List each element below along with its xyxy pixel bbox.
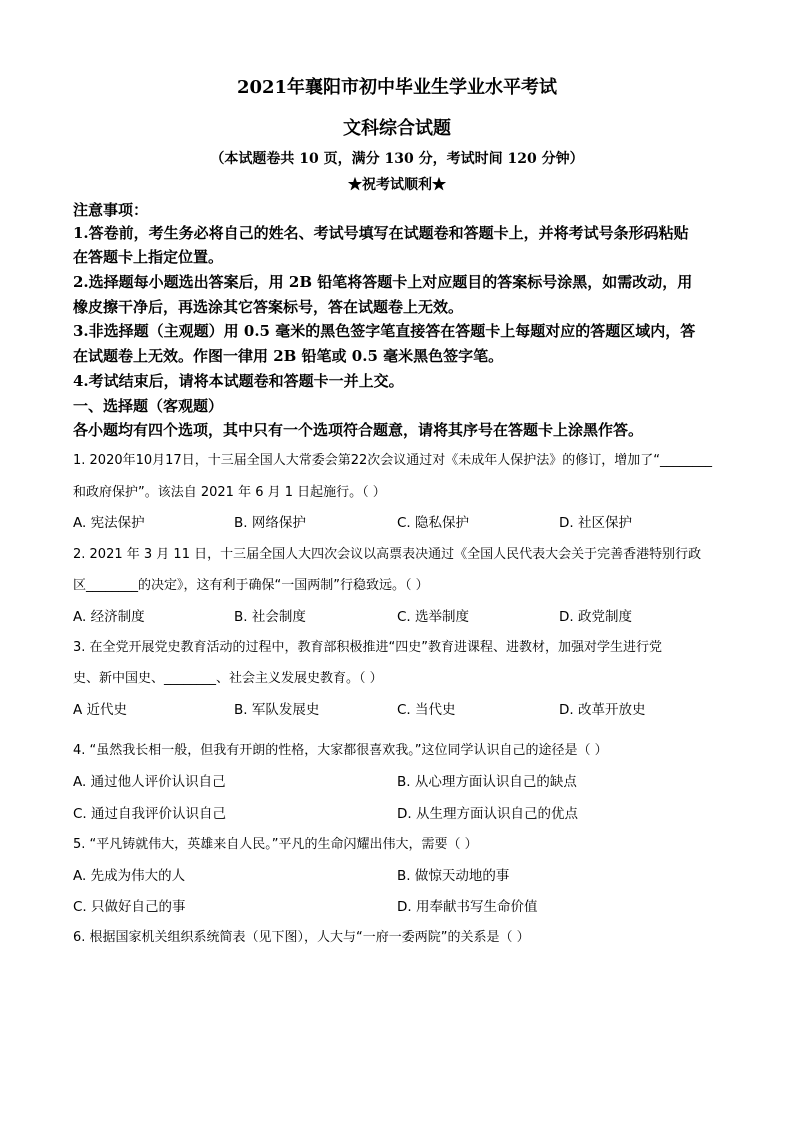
question-4-option-a: A. 通过他人评价认识自己 [73,774,226,790]
question-1-option-b: B. 网络保护 [234,515,306,531]
notice-line: 在试题卷上无效。作图一律用 2B 铅笔或 0.5 毫米黑色签字笔。 [73,347,504,365]
question-2-option-b: B. 社会制度 [234,609,306,625]
question-2-option-c: C. 选举制度 [397,609,470,625]
question-3-line-2: 史、新中国史、________、社会主义发展史教育。（ ） [73,671,383,686]
question-1-option-a: A. 宪法保护 [73,515,145,531]
question-5-option-a: A. 先成为伟大的人 [73,868,186,884]
question-1-option-c: C. 隐私保护 [397,515,470,531]
question-5-option-d: D. 用奉献书写生命价值 [397,899,538,915]
question-1-option-d: D. 社区保护 [559,515,632,531]
question-2-line-1: 2. 2021 年 3 月 11 日，十三届全国人大四次会议以高票表决通过《全国人民代表大会关于完善香港特别行政 [73,547,702,562]
notice-line: 在答题卡上指定位置。 [73,248,224,266]
notice-line: 3.非选择题（主观题）用 0.5 毫米的黑色签字笔直接答在答题卡上每题对应的答题区域内，答 [73,322,696,340]
question-3-option-b: B. 军队发展史 [234,702,320,718]
exam-title: 2021年襄阳市初中毕业生学业水平考试 [236,77,558,98]
section-title: 一、选择题（客观题） [73,397,224,415]
question-5-option-c: C. 只做好自己的事 [73,899,186,915]
notice-line: 2.选择题每小题选出答案后，用 2B 铅笔将答题卡上对应题目的答案标号涂黑，如需改动，用 [73,273,693,291]
question-3-option-a: A 近代史 [73,702,128,718]
question-5-line-1: 5. “平凡铸就伟大，英雄来自人民。”平凡的生命闪耀出伟大，需要（ ） [73,837,478,852]
question-3-option-d: D. 改革开放史 [559,702,646,718]
question-2-option-a: A. 经济制度 [73,609,145,625]
question-4-option-d: D. 从生理方面认识自己的优点 [397,806,578,822]
exam-info: （本试题卷共 10 页，满分 130 分，考试时间 120 分钟） [210,151,584,167]
question-2-line-2: 区________的决定》，这有利于确保“一国两制”行稳致远。（ ） [73,578,429,593]
question-4-line-1: 4. “虽然我长相一般，但我有开朗的性格，大家都很喜欢我。”这位同学认识自己的途径是（ ） [73,743,608,758]
notice-line: 1.答卷前，考生务必将自己的姓名、考试号填写在试题卷和答题卡上，并将考试号条形码粘贴 [73,224,689,242]
exam-subtitle: 文科综合试题 [343,118,451,139]
question-2-option-d: D. 政党制度 [559,609,632,625]
question-4-option-b: B. 从心理方面认识自己的缺点 [397,774,577,790]
exam-wish: ★祝考试顺利★ [348,177,446,193]
section-instruction: 各小题均有四个选项，其中只有一个选项符合题意，请将其序号在答题卡上涂黑作答。 [73,421,644,439]
question-1-line-1: 1. 2020年10月17日，十三届全国人大常委会第22次会议通过对《未成年人保护法》的修订，增加了“________ [73,453,712,468]
notice-heading: 注意事项： [73,201,149,219]
notice-line: 橡皮擦干净后，再选涂其它答案标号，答在试题卷上无效。 [73,298,464,316]
question-3-option-c: C. 当代史 [397,702,456,718]
question-5-option-b: B. 做惊天动地的事 [397,868,510,884]
question-6-line-1: 6. 根据国家机关组织系统简表（见下图），人大与“一府一委两院”的关系是（ ） [73,930,530,945]
question-3-line-1: 3. 在全党开展党史教育活动的过程中，教育部积极推进“四史”教育进课程、进教材，加强对学生进行党 [73,640,663,655]
question-4-option-c: C. 通过自我评价认识自己 [73,806,227,822]
question-1-line-2: 和政府保护”。该法自 2021 年 6 月 1 日起施行。（ ） [73,485,386,500]
notice-line: 4.考试结束后，请将本试题卷和答题卡一并上交。 [73,372,404,390]
